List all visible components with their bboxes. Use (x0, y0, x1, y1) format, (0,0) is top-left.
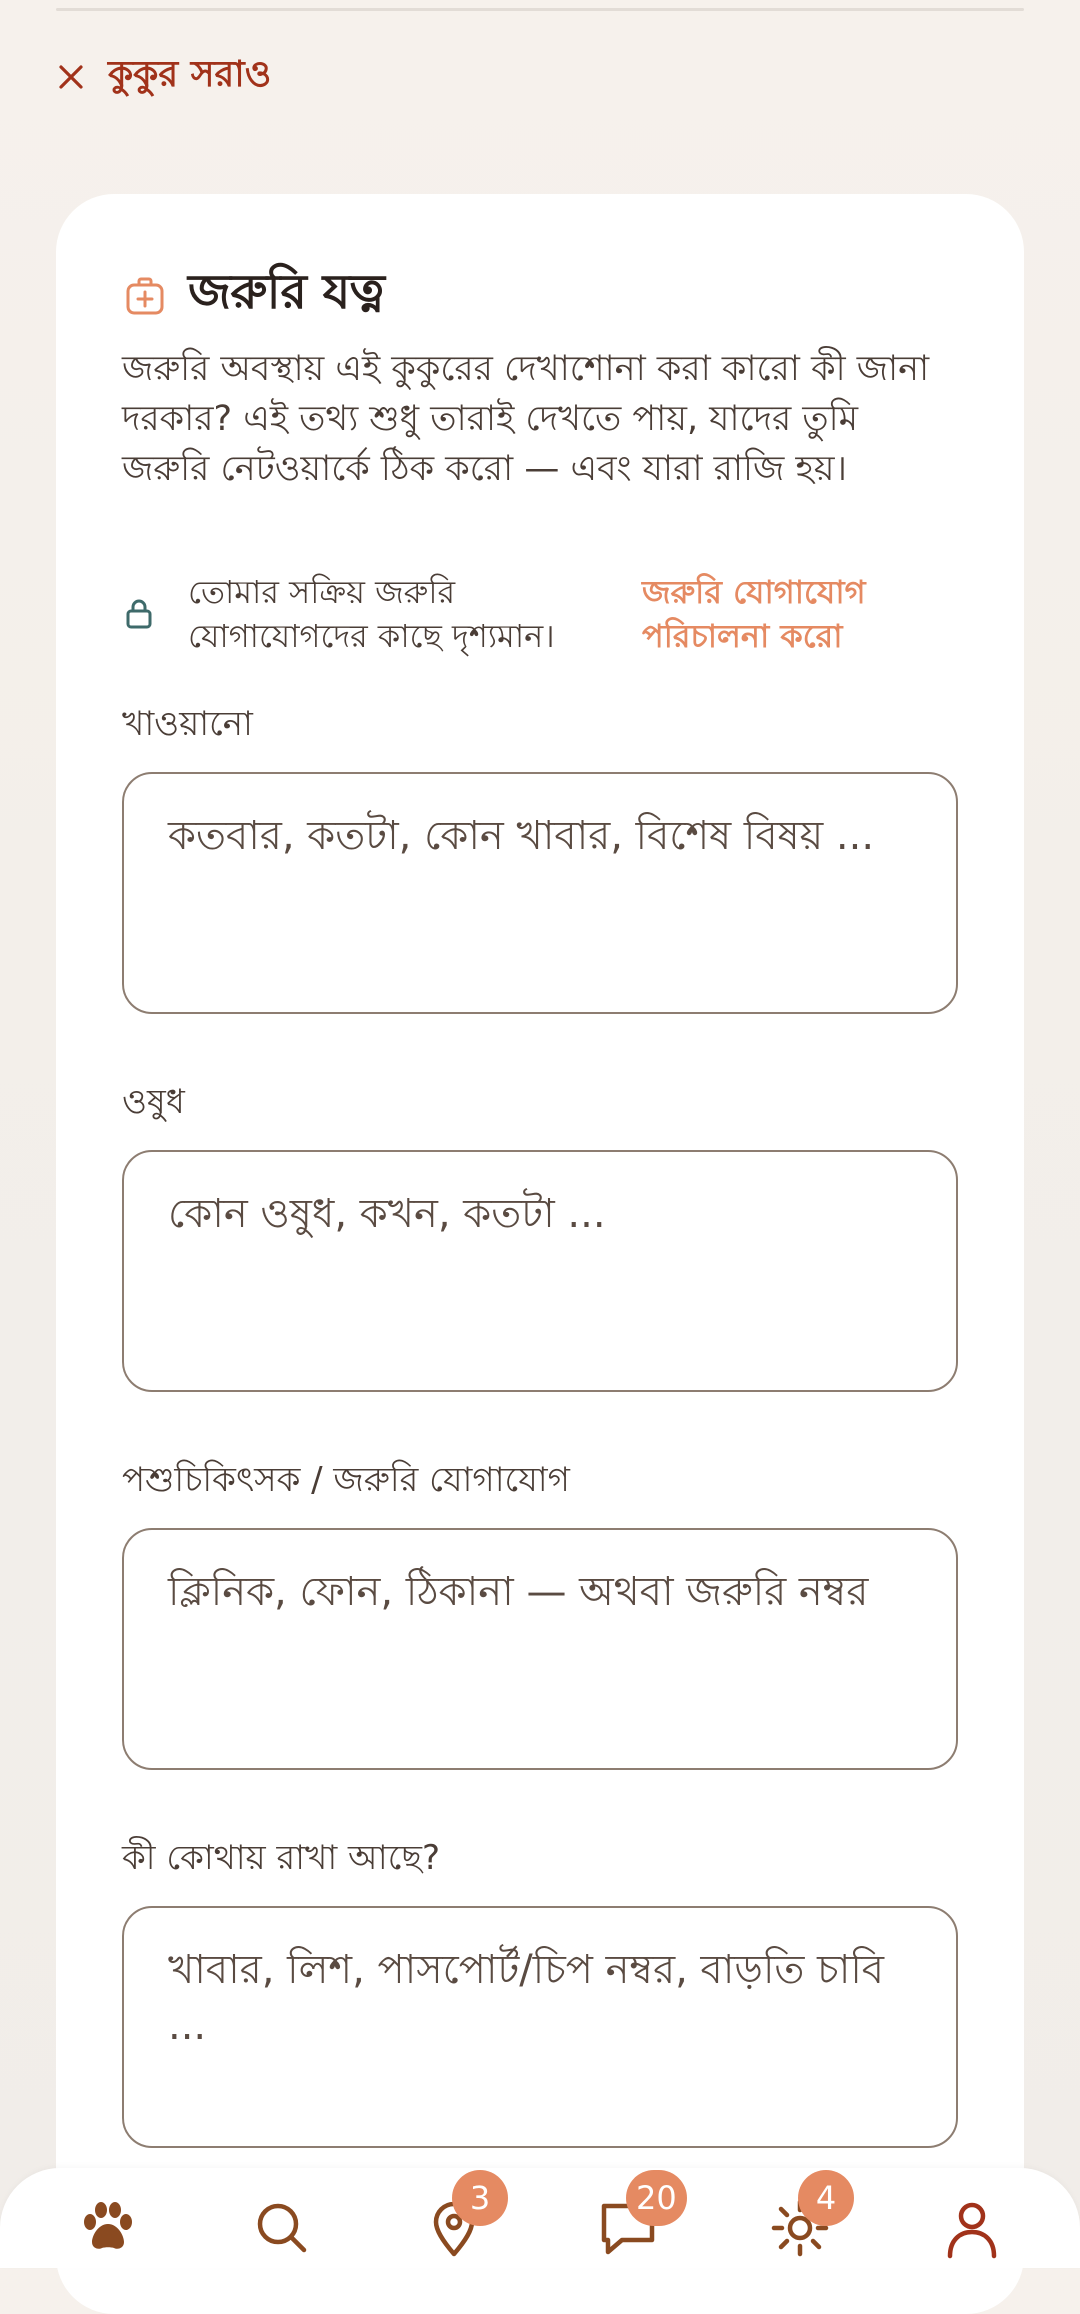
medication-input[interactable] (122, 1150, 958, 1392)
card-title: জরুরি যত্ন (188, 264, 385, 320)
tab-profile[interactable] (940, 2196, 1004, 2260)
tab-map[interactable] (422, 2179, 491, 2260)
storage-label: কী কোথায় রাখা আছে? (122, 1838, 441, 1878)
remove-dog-label: কুকুর সরাও (108, 54, 272, 95)
medical-bag-icon (124, 275, 166, 317)
manage-emergency-contacts-link[interactable]: জরুরি যোগাযোগ পরিচালনা করো (642, 573, 866, 655)
vet-contact-input[interactable] (122, 1528, 958, 1770)
activity-badge: 4 (798, 2170, 854, 2226)
medication-label: ওষুধ (122, 1082, 185, 1122)
lock-icon (122, 597, 156, 631)
tab-dogs[interactable] (76, 2196, 140, 2260)
card-description: জরুরি অবস্থায় এই কুকুরের দেখাশোনা করা কারো কী জানা দরকার? এই তথ্য শুধু তারাই দেখতে পায়, যাদের তুমি জরুরি নেটওয়ার্কে ঠিক করো — এবং যারা রাজি হয়। (122, 349, 930, 489)
paw-icon (76, 2196, 140, 2260)
remove-dog-button[interactable] (56, 52, 271, 102)
bottom-tab-bar (0, 2168, 1080, 2268)
map-badge: 3 (452, 2170, 508, 2226)
tab-activity[interactable] (768, 2179, 837, 2260)
close-icon (56, 62, 86, 92)
tab-search[interactable] (250, 2196, 314, 2260)
search-icon (250, 2196, 314, 2260)
tab-messages[interactable] (596, 2179, 677, 2260)
visibility-notice (122, 566, 962, 662)
feeding-input[interactable] (122, 772, 958, 1014)
card-header (124, 256, 384, 335)
profile-icon (940, 2196, 1004, 2260)
feeding-label: খাওয়ানো (122, 704, 253, 744)
storage-input[interactable] (122, 1906, 958, 2148)
top-divider (56, 8, 1024, 11)
emergency-care-card (56, 194, 1024, 2314)
messages-badge: 20 (626, 2170, 687, 2226)
vet-contact-label: পশুচিকিৎসক / জরুরি যোগাযোগ (122, 1460, 570, 1500)
visibility-text: তোমার সক্রিয় জরুরি যোগাযোগদের কাছে দৃশ্যমান। (188, 573, 555, 655)
